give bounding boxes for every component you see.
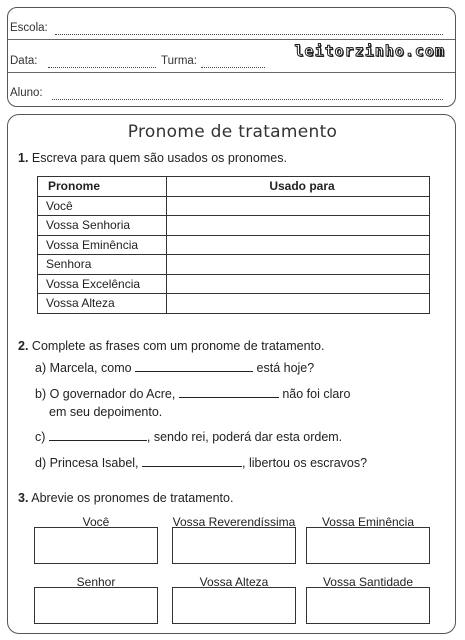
brand-logo: leitorzinho.com	[294, 42, 445, 60]
question-text: Abrevie os pronomes de tratamento.	[31, 491, 234, 505]
abbr-label: Vossa Alteza	[199, 575, 269, 589]
table-row	[38, 255, 430, 275]
question-3	[18, 491, 233, 505]
sentence-b	[35, 387, 350, 401]
answer-cell[interactable]	[167, 274, 430, 294]
abbr-label: Vossa Santidade	[322, 575, 414, 589]
pronoun-cell: Vossa Excelência	[38, 274, 167, 294]
answer-cell[interactable]	[167, 294, 430, 314]
question-2	[18, 339, 324, 353]
table-row	[38, 196, 430, 216]
question-text: Complete as frases com um pronome de tratamento.	[31, 339, 325, 353]
pronoun-cell: Vossa Senhoria	[38, 216, 167, 236]
abbr-label: Você	[82, 515, 110, 529]
pronoun-table	[37, 176, 430, 314]
sentence-b-start: b) O governador do Acre,	[35, 387, 176, 401]
table-row	[38, 235, 430, 255]
table-row	[38, 274, 430, 294]
abbr-answer-box[interactable]	[34, 527, 158, 564]
sentence-a-start: a) Marcela, como	[35, 361, 132, 375]
abbr-answer-box[interactable]	[172, 527, 296, 564]
turma-field[interactable]	[201, 67, 265, 68]
answer-cell[interactable]	[167, 216, 430, 236]
abbr-label: Senhor	[76, 575, 116, 589]
abbr-answer-box[interactable]	[306, 527, 430, 564]
turma-label: Turma:	[161, 55, 197, 67]
question-number: 3.	[18, 491, 29, 505]
answer-cell[interactable]	[167, 255, 430, 275]
escola-label: Escola:	[10, 22, 48, 34]
pronoun-cell: Vossa Eminência	[38, 235, 167, 255]
sentence-c	[35, 430, 342, 444]
sentence-d	[35, 456, 367, 470]
abbr-answer-box[interactable]	[172, 587, 296, 624]
blank-d[interactable]	[142, 457, 242, 467]
pronoun-cell: Você	[38, 196, 167, 216]
sentence-a-end: está hoje?	[256, 361, 315, 375]
pronoun-cell: Senhora	[38, 255, 167, 275]
abbr-label: Vossa Reverendíssima	[172, 515, 296, 529]
answer-cell[interactable]	[167, 196, 430, 216]
answer-cell[interactable]	[167, 235, 430, 255]
column-header-usado-para: Usado para	[167, 177, 430, 197]
sentence-c-end: , sendo rei, poderá dar esta ordem.	[146, 430, 343, 444]
column-header-pronome: Pronome	[38, 177, 167, 197]
abbr-label: Vossa Eminência	[321, 515, 415, 529]
question-number: 2.	[18, 339, 29, 353]
table-row	[38, 216, 430, 236]
data-label: Data:	[10, 55, 38, 67]
sentence-a	[35, 361, 314, 375]
blank-a[interactable]	[135, 362, 253, 372]
sentence-d-end: , libertou os escravos?	[242, 456, 368, 470]
pronoun-cell: Vossa Alteza	[38, 294, 167, 314]
blank-b[interactable]	[179, 388, 279, 398]
aluno-field[interactable]	[52, 99, 443, 100]
question-1	[18, 151, 287, 165]
sentence-c-start: c)	[35, 430, 46, 444]
question-number: 1.	[18, 151, 29, 165]
data-field[interactable]	[48, 67, 156, 68]
table-header-row	[38, 177, 430, 197]
abbr-answer-box[interactable]	[34, 587, 158, 624]
page-title: Pronome de tratamento	[127, 122, 338, 142]
sentence-b-end: não foi claro	[282, 387, 351, 401]
sentence-d-start: d) Princesa Isabel,	[35, 456, 139, 470]
header-divider	[8, 39, 455, 40]
blank-c[interactable]	[49, 431, 147, 441]
escola-field[interactable]	[55, 34, 443, 35]
abbr-answer-box[interactable]	[306, 587, 430, 624]
table-row	[38, 294, 430, 314]
aluno-label: Aluno:	[10, 87, 43, 99]
header-divider	[8, 72, 455, 73]
sentence-b-line-2: em seu depoimento.	[49, 405, 163, 419]
question-text: Escreva para quem são usados os pronomes.	[31, 151, 287, 165]
